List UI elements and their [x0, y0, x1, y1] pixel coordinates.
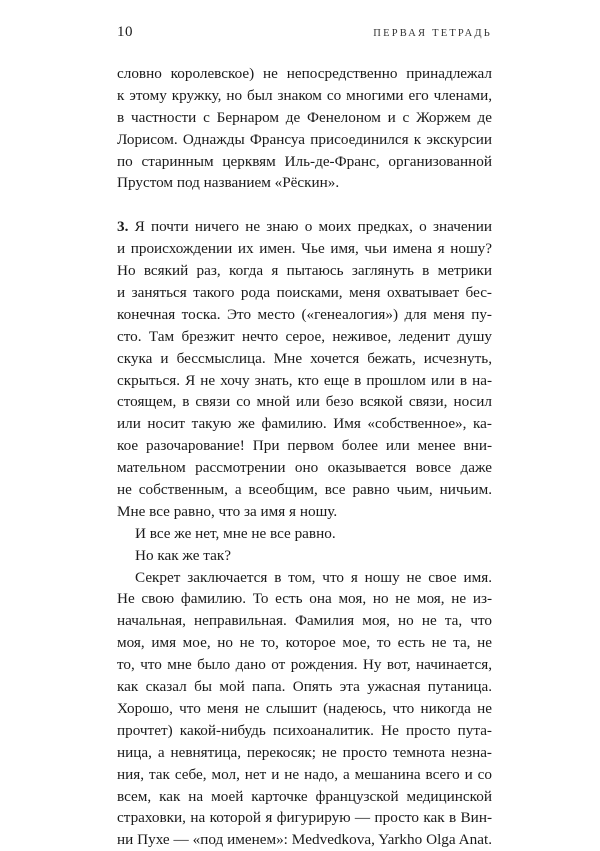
text-line: конечная тоска. Это место («генеалогия») для меня пу- — [117, 305, 492, 323]
text-line: скука и бессмыслица. Мне хочется бежать, исчезнуть, — [117, 349, 492, 367]
text-line: или носит такую же фамилию. Имя «собственное», ка- — [117, 415, 492, 433]
text-line: сто. Там брезжит нечто серое, неживое, леденит душу — [117, 327, 492, 345]
text-line: словно королевское) не непосредственно принадлежал — [117, 65, 492, 82]
text-line — [117, 216, 492, 238]
text-line: и происхождении их имен. Чье имя, чьи имена я ношу? — [117, 240, 492, 258]
text-line: Лорисом. Однажды Франсуа присоединился к экскурсии — [117, 130, 492, 148]
text-line: Секрет заключается в том, что я ношу не свое имя. — [135, 568, 492, 586]
text-line: Не свою фамилию. То есть она моя, но не моя, не из- — [117, 590, 492, 608]
text-line: страховки, на которой я фигурирую — просто как в Вин- — [117, 809, 492, 827]
text-line: моя, имя мое, но не то, которое мое, то есть не та, не — [117, 634, 492, 652]
text-line: начальная, неправильная. Фамилия моя, но не та, что — [117, 612, 492, 630]
text-line: Хорошо, что меня не слышит (надеюсь, что никогда не — [117, 699, 492, 717]
section-first-line: Я почти ничего не знаю о моих предках, о значении — [134, 218, 492, 236]
body-text — [117, 63, 492, 851]
text-line: ния, так себе, мол, нет и не надо, а мешанина всего и со — [117, 765, 492, 783]
page-number: 10 — [117, 24, 133, 40]
text-line: кое разочарование! При первом более или менее вни- — [117, 437, 492, 455]
text-line: не собственным, а всеобщим, все равно чьим, ничьим. — [117, 481, 492, 499]
section-number: 3. — [117, 218, 129, 236]
text-line: и заняться такого рода поисками, меня охватывает бес- — [117, 284, 492, 302]
text-line: прочтет) какой-нибудь психоаналитик. Не просто пута- — [117, 721, 492, 739]
text-line: Но всякий раз, когда я пытаюсь заглянуть в метрики — [117, 262, 492, 280]
text-line: Прустом под названием «Рёскин». — [117, 174, 340, 192]
text-line: мательном рассмотрении оно оказывается вовсе даже — [117, 459, 492, 477]
paragraph-still: И все же нет, мне не все равно. — [135, 524, 336, 542]
text-line: Мне все равно, что за имя я ношу. — [117, 502, 338, 520]
text-line: всем, как на моей карточке французской медицинской — [117, 787, 492, 805]
text-line: в частности с Бернаром де Фенелоном и с Жоржем де — [117, 108, 492, 126]
text-line: как сказал бы мой папа. Опять эта ужасная путаница. — [117, 678, 492, 696]
paragraph-1 — [117, 63, 492, 194]
text-line: по старинным церквям Иль-де-Франс, организованной — [117, 152, 492, 170]
section-gap — [117, 194, 492, 216]
text-line: скрыться. Я не хочу знать, кто еще в прошлом или в на- — [117, 371, 492, 389]
paragraph-how: Но как же так? — [135, 546, 231, 564]
page-header — [117, 24, 492, 44]
text-line: к этому кружку, но был знаком со многими его членами, — [117, 86, 492, 104]
text-line: стоящем, в связи со мной или безо всякой связи, носил — [117, 393, 492, 411]
text-line: ница, а невнятица, перекосяк; не просто темнота незна- — [117, 743, 492, 761]
text-line: ни Пухе — «под именем»: Medvedkova, Yarkho Olga Anat. — [117, 831, 492, 849]
section-3 — [117, 216, 492, 522]
text-line: то, что мне было дано от рождения. Ну вот, начинается, — [117, 656, 492, 674]
paragraph-secret — [117, 567, 492, 851]
running-head: ПЕРВАЯ ТЕТРАДЬ — [373, 28, 492, 39]
